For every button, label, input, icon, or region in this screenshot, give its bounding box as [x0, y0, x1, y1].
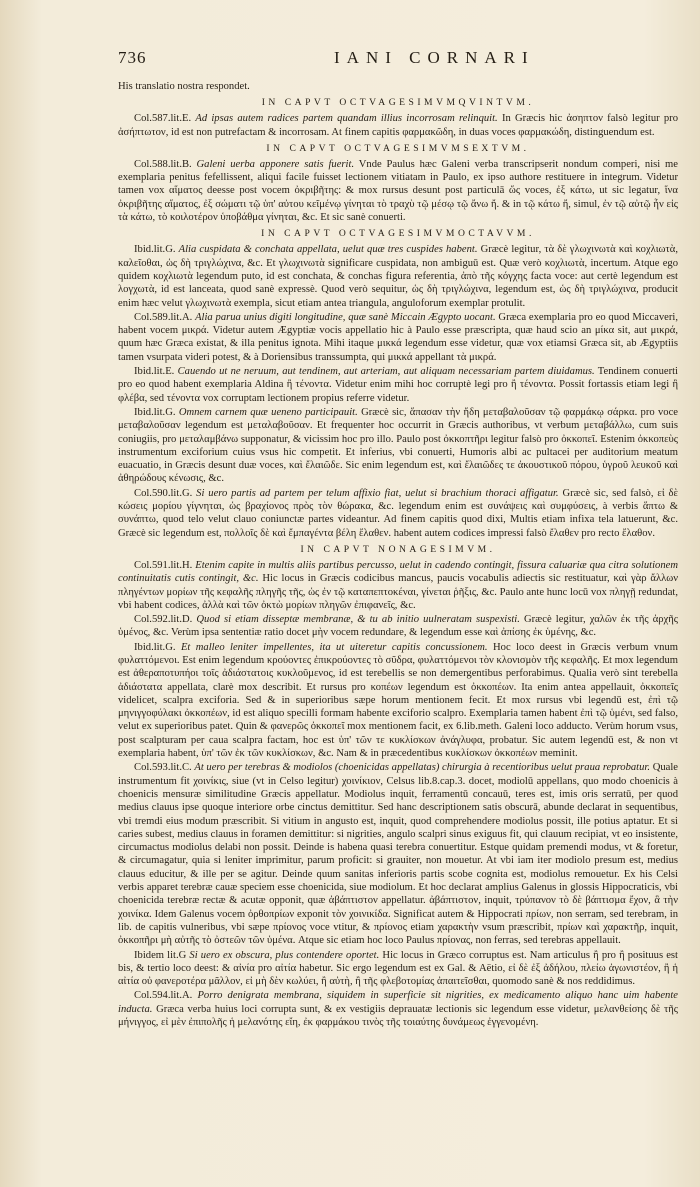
quoted-lemma: Alia cuspidata & conchata appellata, uelut quæ tres cuspides habent. [178, 244, 478, 256]
quoted-lemma: Cauendo ut ne neruum, aut tendinem, aut arteriam, aut aliquam necessariam partem diuidamus. [177, 366, 595, 378]
column-reference: Col.592.lit.D. [134, 614, 193, 626]
page-number: 736 [118, 48, 147, 67]
commentary-paragraph [118, 365, 678, 405]
column-reference: Col.589.lit.A. [134, 311, 193, 323]
quoted-lemma: At uero per terebras & modiolos (choenicidas appellatas) chirurgia à recentioribus uelut praua reprobatur. [194, 762, 651, 774]
commentary-paragraph [118, 641, 678, 761]
commentary-paragraph [118, 559, 678, 612]
commentary-paragraph [118, 761, 678, 947]
commentary-paragraph [118, 112, 678, 139]
quoted-lemma: Si uero partis ad partem per telum affixio fiat, uelut si brachium thoraci affigatur. [196, 487, 559, 499]
paragraph-text: Græcè sic, ἅπασαν τὴν ἤδη μεταβαλοῦσαν τῷ φαρμάκῳ σάρκα. pro voce μεταβαλοῦσαν legendum est μεταλαβοῦσαν. Et frequenter hoc occurrit in Græcis authoribus, vt verbum μεταβάλλω, cum suis coniugiis, pro μεταλαμβάνω supponatur, & vicissim hoc pro illo. Paulo post ὀκκοπτῆρι legitur falsò pro ὀκκοπεῖ. Estenim ὀκκοπεὺς instrumentum exciforium cuius vsus hic competit. Et inferius, vbi conuerti, Humoris albi ac pultacei per auditorium meatum euacuatio, in Græcis desunt duæ voces, καὶ ἔλαιῶδε. Sic enim legendum est, καὶ ἔλαιῶδες τε ἀκουστικοῦ πόρου, ὑγροῦ λευκοῦ καὶ ἀθηρώδους κένωσις, &c. [118, 406, 678, 485]
commentary-paragraph [118, 949, 678, 989]
commentary-paragraph [118, 406, 678, 486]
paragraph-text: Græcè sic, sed falsò, εἰ δὲ κώσεις μορίου γίγνηται, ὡς βραχίονος πρὸς τὸν θώρακα, &c. legendum enim est συνάψεις καὶ συμφύσεις, à verbis ἅπτω & συνάπτω, quod telo velut clauo coniunctæ partes videantur. Ad finem capitis quod dixi, Multis etiam infixa tela latuerunt, &c. Græcè sic legendum est, πολλοῖς δὲ καὶ ἔμπαγέντα βέλη ἔλαθεν. habent autem codices impressi falsò ἔλαθεν pro recto ἔλαθον. [118, 487, 678, 539]
paragraph-text: Vnde Paulus hæc Galeni verba transcripserit nondum comperi, nisi me exemplaria penitus fefellissent, aliqui facile fuisset lectionem vitiatam in Paulo, ex ipso authore restituere in integrum. Videtur tamen vox αἵματος deesse post vocem ὀκριβῆτης: & mox rursus desunt post particulā ὥς voces, ἐξ κάτω, ut sic legatur, ἵνα ὀκριβῆτης αἵματος, ἐξ σώματι τῷ ὑπ' αὐτου κεῖμένῳ γίνηται τὸ τραχὺ τῷ μέσῳ τῷ ἄνω ἤ. & in τῷ κάτω ἤ, simul, ἐν τῷ αὐτῷ ἦν εἰς τὰ κάτω, τὸ κοιλοτέρον ὑποβάθμα γίνηται, &c. Et sic sanè conuerti. [118, 158, 678, 224]
paragraph-text: In Græcis hic ἀσηπτον falsò legitur pro ἀσήπτωτον, id est non putrefactam & incorrosam. At finem capitis φαρμακῶδη, in duas voces φαρμακώδη, distinguendum est. [118, 113, 679, 138]
column-reference: Col.587.lit.E. [134, 113, 192, 125]
paragraph-text: Græcè legitur, τὰ δὲ γλωχινωτὰ καὶ κοχλιωτὰ, καλεῖοθαι, ὡς δὴ τριγλώχινα, &c. Et γλωχινωτὰ significare cuspidata, non ambiguū est. Quæ verò κοχλιωτὰ, incertum. Atque ego quidem κοχλιωτὰ legendum puto, id est conchata, & conchas figura referentia, ἀπὸ τῆς κόγχης facta voce: aut certè legendum est λογχωτὰ, id est lanceata, quod sanè expressè. Quod verò sequitur, ὡς δὴ τριγλώχινα, legendum est, ὡς δὴ τριγλώχινα, producit enim hæc velut γλωχινωτὰ exempla, sicut etiam antea triangula, anguloforum exemplar protulit. [118, 244, 678, 309]
paragraph-text: His translatio nostra respondet. [118, 81, 250, 92]
commentary-paragraph [118, 487, 678, 540]
quoted-lemma: Si uero ex obscura, plus contendere oportet. [189, 949, 380, 961]
commentary-paragraph [118, 613, 678, 640]
column-reference: Col.588.lit.B. [134, 158, 192, 170]
commentary-paragraph [118, 80, 678, 93]
commentary-paragraph [118, 243, 678, 309]
column-reference: Col.590.lit.G. [134, 487, 193, 499]
quoted-lemma: Et malleo leniter impellentes, ita ut uiteretur capitis concussionem. [180, 641, 488, 653]
paragraph-text: Græcè legitur, χαλῶν ἐκ τῆς ἀρχῆς ὑμένος, &c. Verùm ipsa sententiæ ratio docet μὴν vocem redundare, & legendum esse καὶ ἀπίσης ἐκ ὑμένης, &c. [118, 614, 678, 639]
quoted-lemma: Galeni uerba apponere satis fuerit. [196, 158, 355, 170]
commentary-paragraph [118, 158, 678, 224]
paragraph-text: Hic locus in Græcis codicibus mancus, paucis vocabulis adiectis sic restituatur, καὶ γὰρ ἄλλων πληγέντων μορίων τῆς κεφαλῆς πληγῆς τῆς, ὡς ἐν τῷ καταπεπτοκέναι, γίνεται ῥῆξις, &c. Paulo ante hunc locū vox πληγῇ redundat, vbi habent codices, ἀλλὰ καὶ τῶν ὀκτὼ μορίων πληγῶν ἐπιφανεῖς, &c. [118, 573, 678, 611]
chapter-heading: IN CAPVT NONAGESIMVM. [300, 543, 496, 555]
paragraph-text: Græca exemplaria pro eo quod Miccaveri, habent vocem μικρά. Videtur autem Ægyptiæ vocis appellatio hic à Paulo esse præscripta, quæ haud scio an μίκα sit, aut μικρά, quum hæc Græca existat, & illa penitus ignota. Mihi itaque μικκά legendum esse videtur, quæ vox etiamsi Græca sit, ab Ægyptiis tamen vsurpata videri potest, & à Doriensibus transsumpta, qui μικκά appellant τὰ μικρά. [118, 311, 678, 363]
column-reference: Ibid.lit.E. [134, 366, 175, 378]
quoted-lemma: Etenim capite in multis aliis partibus percusso, uelut in cadendo contingit, fissura caluariæ qua citra solutionem continuitatis cutis contingit, &c. [118, 559, 678, 585]
column-reference: Ibid.lit.G. [134, 406, 176, 418]
column-reference: Col.594.lit.A. [134, 990, 193, 1002]
column-reference: Ibid.lit.G. [134, 641, 176, 653]
column-reference: Col.591.lit.H. [134, 559, 193, 571]
page-body [118, 80, 678, 1030]
chapter-heading: IN CAPVT OCTVAGESIMVMOCTAVVM. [261, 228, 535, 240]
quoted-lemma: Porro denigrata membrana, siquidem in superficie sit nigrities, ex medicamento aliquo hanc uim habente inducta. [118, 990, 678, 1015]
chapter-heading: IN CAPVT OCTVAGESIMVMQVINTVM. [261, 97, 535, 109]
column-reference: Ibidem lit.G [134, 949, 187, 961]
column-reference: Ibid.lit.G. [134, 244, 176, 256]
commentary-paragraph [118, 311, 678, 364]
chapter-heading: IN CAPVT OCTVAGESIMVMSEXTVM. [266, 142, 530, 154]
quoted-lemma: Ad ipsas autem radices partem quandam illius incorrosam relinquit. [195, 113, 498, 125]
paragraph-text: Quale instrumentum fit χοινίκις, siue (vt in Celso legitur) χοινίκιον, Celsus lib.8.cap.3. docet, modiolū appellans, quo modo choenicis à choenicis mensuræ similitudine Græcis appellatur. Modiolus inquit, ferramentū concauū, teres est, imis oris serratū, per quod medius clauus ipse quoque interiore orbe cinctus demittitur. Sed hanc descriptionem satis obscurā, abunde declarat in sequentibus, vbi tremdi eius modum præscribit. Si vitium in angusto est, inquit, quod comprehendere modiolus possit, ille potius aptatur. Et si caries subest, medius clauus in foramen demittitur: si nigrities, angulo scalpri sinus exiguus fit, qui clauum recipiat, vt eo insistente, circumactus modiolus delabi non possit. Deinde is habena quasi terebra conuertitur. Estque quidam premendi modus, vt & foretur, & circumagatur, quia si leniter imprimitur, parum proficit: si grauiter, non mouetur. At vbi iam iter modiolo presum est, medius clauus educitur, & ille per se agitur. Deinde quum sanitas inferioris partis scobe cognita est, modiolus remouetur. Ex his Celsi verbis apparet terebræ cauæ speciem esse choenicida, siue modiolum. Et hoc declarat amplius Galenus in glossis Hippocraticis, vbi choenicida terebræ rectæ & acutæ opponit, quæ ἀβάπτιστον appellatur. ἀβάπτιστον, inquit, τρύπανον τὸ δὲ βάπτισμα ἔχον, ἃ τὴν χοινίκα. Idem Galenus vocem ὀρθοπρίων exponit τὸν χοινικίδα. Significat autem & Hippocrati πρίων, non serram, sed terebram, in lib. de capitis vulneribus, vbi sæpe πρίονος voce vtitur, & πρίονος etiam χαρακτὴν vsum præscribit, πρίων καὶ χαρακτῆρ, inquit, ὀκκοπῆρι μὴ αὐτῆς τὸ ὀστεῶν τῶν ὑμένα. Atque sic etiam hoc loco Paulus πρίονας, non ferras, sed terebras appellauit. [118, 762, 678, 947]
running-title: IANI CORNARI [334, 48, 535, 67]
paragraph-text: Græca verba huius loci corrupta sunt, & ex vestigiis deprauatæ lectionis sic legendum esse videtur, μελανθείσης δὲ τῆς μήνιγγος, εἰ μὲν ἐπιπολῆς ἡ μελανότης εἴη, ἐκ φαρμάκου τινὸς τῆς τοιαύτης δυνάμεως ἐγγενομένη. [118, 1003, 679, 1028]
column-reference: Col.593.lit.C. [134, 762, 192, 774]
page-header [118, 44, 676, 74]
quoted-lemma: Quod si etiam disseptæ membranæ, & tu ab initio uulneratam suspexisti. [196, 614, 520, 626]
paragraph-text: Tendinem conuerti pro eo quod habent exemplaria Aldina ἢ τένοντα. Videtur enim mihi hoc corruptè legi pro ἢ τένοντα. Possit fortassis etiam legi ἢ φλέβα, sed τένοντα vox corruptam lectionem propius referre videtur. [118, 366, 678, 404]
quoted-lemma: Alia parua unius digiti longitudine, quæ sanè Miccain Ægypto uocant. [195, 311, 496, 323]
commentary-paragraph [118, 989, 678, 1029]
quoted-lemma: Omnem carnem quæ ueneno participauit. [178, 406, 358, 418]
paragraph-text: Hoc loco deest in Græcis verbum vnum φυλαττόμενοι. Est enim legendum κρούοντες ἐπικρούοντες τὸ σῦδρα, φυλαττόμενοι τὸν κλονισμὸν τῆς κεφαλῆς. Et mox legendum est ἀθεραποτυπήοι τοῖς ἀδιάστατοις κυκλοῦμενος, id est terebellis se non demergentibus perforabimus. Qualia verò sint terebella ἀδιάστατα appellata, clarè mox describit. Et rursus pro κοπέων legendum est ὀκκοπέων. Ita enim antea appellauit, ὀκκοπεῖς videlicet, scalpra exciforia. Sed & in superioribus sæpe horum mentionem fecit. Et mox rursus vbi legendū est, ἐπὶ τῷ μηνιγγοφύλακι ὀκκοπέων, id est aliquo specilli formam habente exciforio scalpro. Exemplaria tamen habent ἐπὶ τῷ ὑμένι, sed falso, velut ex superioribus patet. Quin & φανερῶς ὀκκοπεῖ mox mentionem facit, ex 6.lib.meth. Galeni loco adducto. Verùm horum vsus, post scalpturam per caua scalpra factam, hoc est ὑπ' τῶν τε κυκλίσκων ἀνάγλυφα, probatur. Sic autem legendū est, & non vt exemplaria habent, ὑπ' τῶν ἐκ τῶν κυκλίσκων, &c. Nam & in præcedentibus κυκλίσκων ὀκκοπέων meminit. [118, 641, 678, 760]
paragraph-text: Hic locus in Græco corruptus est. Nam articulus ἢ pro ἢ posituus est bis, & tertio loco deest: & αἰνία pro αἰτία habetur. Sic ergo legendum est ex Gal. & Aëtio, εἰ δὲ ἐξ ἀδήλου, πλείω ἀγωνιστέον, ἢ ἡ αἰτία οὐ φανεροτέρα μᾶλλον, εἰ μὴ δὲν κωλύει, ἢ αὐτὴ, ἢ τῆς φλεβοτομίας ἀπαιτεῖσθαι, quomodo sanè & nos reddidimus. [118, 949, 678, 988]
